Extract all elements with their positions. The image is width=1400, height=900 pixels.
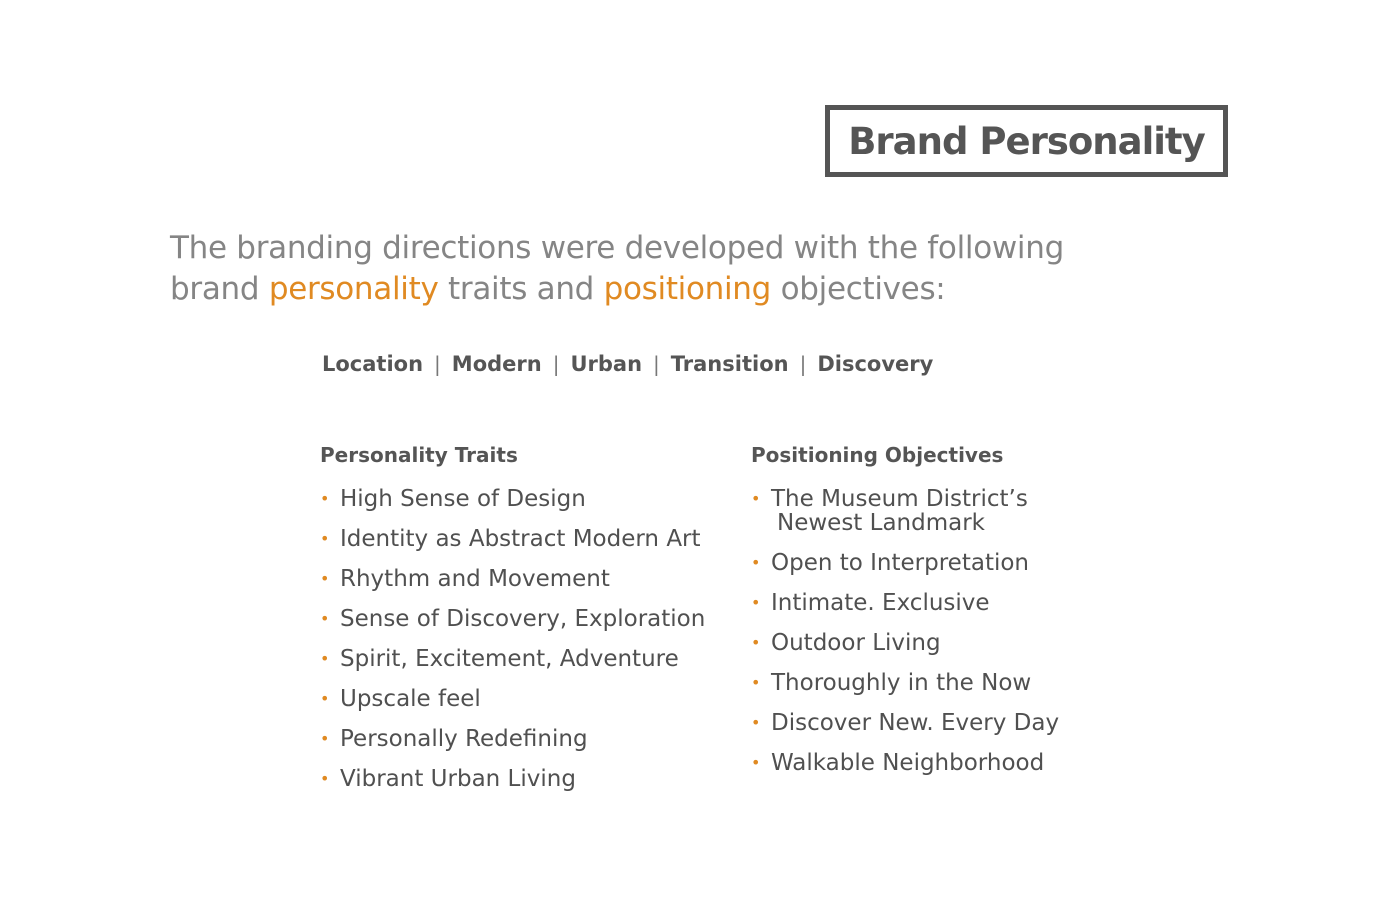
keyword-separator: | (434, 352, 441, 376)
keyword-urban: Urban (570, 352, 643, 376)
list-item-text: Walkable Neighborhood (771, 750, 1045, 776)
keyword-separator: | (552, 352, 560, 376)
intro-accent-personality: personality (268, 271, 439, 307)
intro-part3: traits and (438, 271, 604, 307)
list-item (320, 527, 730, 551)
list-item (320, 727, 730, 751)
keyword-separator: | (653, 352, 660, 376)
bullet-icon: • (320, 609, 330, 628)
keyword-separator: | (799, 352, 807, 376)
list-item (751, 751, 1171, 775)
keyword-modern: Modern (451, 352, 542, 376)
list-item-text: Thoroughly in the Now (771, 670, 1032, 696)
bullet-icon: • (320, 569, 330, 588)
list-item (320, 687, 730, 711)
list-item-text: Vibrant Urban Living (340, 766, 576, 792)
bullet-icon: • (320, 529, 330, 548)
bullet-icon: • (320, 489, 330, 508)
intro-part2: brand (170, 271, 269, 307)
list-item (751, 591, 1171, 615)
list-item (751, 487, 1171, 535)
bullet-icon: • (320, 649, 330, 668)
personality-traits-column (320, 443, 730, 807)
keyword-discovery: Discovery (817, 352, 934, 376)
list-item-text: Outdoor Living (771, 630, 941, 656)
list-item (320, 607, 730, 631)
list-item-text: Personally Redefining (340, 726, 588, 752)
bullet-icon: • (320, 769, 330, 788)
intro-part1: The branding directions were developed with the following (170, 230, 1064, 266)
positioning-objectives-list (751, 487, 1171, 775)
list-item (320, 647, 730, 671)
bullet-icon: • (320, 689, 330, 708)
keyword-bar (322, 352, 933, 376)
bullet-icon: • (751, 753, 761, 772)
personality-traits-heading: Personality Traits (320, 443, 518, 467)
list-item (751, 631, 1171, 655)
list-item-text: Spirit, Excitement, Adventure (340, 646, 679, 672)
list-item (751, 671, 1171, 695)
positioning-objectives-column (751, 443, 1171, 791)
list-item-text (771, 487, 1031, 535)
list-item (320, 567, 730, 591)
list-item-text-line1: The Museum District’s (771, 486, 1028, 512)
positioning-objectives-heading: Positioning Objectives (751, 443, 1004, 467)
list-item (751, 551, 1171, 575)
list-item (751, 711, 1171, 735)
list-item-text: Discover New. Every Day (771, 710, 1060, 736)
list-item-text: Identity as Abstract Modern Art (340, 526, 701, 552)
list-item-text-line2: Newest Landmark (777, 510, 985, 536)
list-item-text: Rhythm and Movement (340, 566, 610, 592)
bullet-icon: • (320, 729, 330, 748)
intro-text (170, 228, 1170, 310)
list-item-text: Open to Interpretation (771, 550, 1029, 576)
list-item-text: Upscale feel (340, 686, 481, 712)
bullet-icon: • (751, 673, 761, 692)
bullet-icon: • (751, 553, 761, 572)
keyword-location: Location (322, 352, 424, 376)
intro-part4: objectives: (771, 271, 946, 307)
list-item (320, 767, 730, 791)
intro-accent-positioning: positioning (603, 271, 772, 307)
keyword-transition: Transition (670, 352, 789, 376)
title-box (825, 105, 1228, 177)
bullet-icon: • (751, 713, 761, 732)
list-item-text: Intimate. Exclusive (771, 590, 990, 616)
list-item (320, 487, 730, 511)
page-title: Brand Personality (848, 119, 1205, 163)
personality-traits-list (320, 487, 730, 791)
list-item-text: High Sense of Design (340, 486, 586, 512)
bullet-icon: • (751, 633, 761, 652)
bullet-icon: • (751, 489, 761, 508)
bullet-icon: • (751, 593, 761, 612)
list-item-text: Sense of Discovery, Exploration (340, 606, 706, 632)
